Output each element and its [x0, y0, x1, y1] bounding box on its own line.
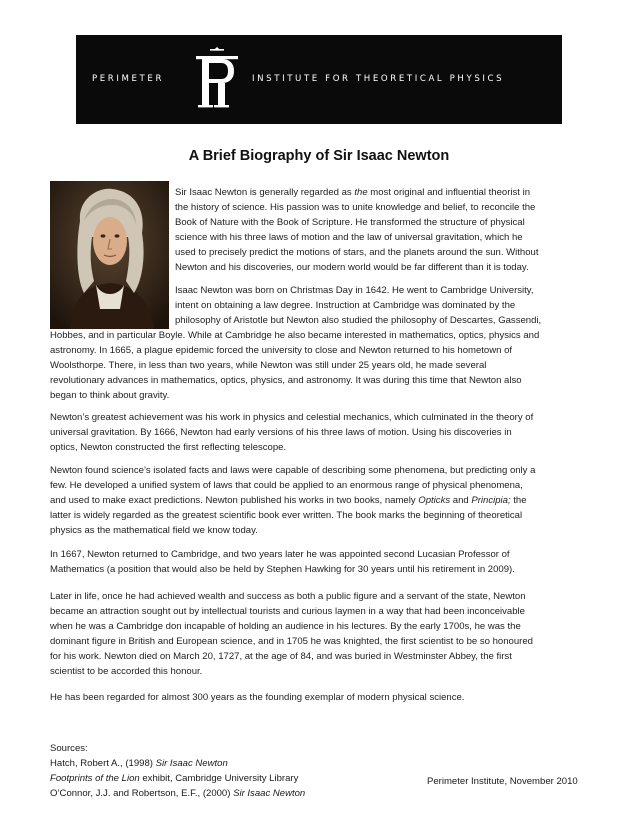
text-run: and: [450, 495, 472, 507]
paragraph-line: for his work. Newton died on March 20, 1727, at the age of 84, and was buried in Westminster Abbey, the first: [50, 651, 512, 663]
paragraph-line: Isaac Newton was born on Christmas Day in 1642. He went to Cambridge University,: [175, 285, 534, 296]
paragraph-achievements: [50, 410, 533, 455]
text-run: Hatch, Robert A., (1998): [50, 758, 156, 770]
paragraph-line: Newton found science’s isolated facts and laws were capable of describing some phenomena, but predicting only a: [50, 465, 536, 476]
text-run: the: [510, 495, 527, 507]
footer-note: Perimeter Institute, November 2010: [427, 776, 578, 787]
source-item: [50, 771, 305, 786]
paragraph-line: used to precisely predict the motions of stars, and the planets around the sun. Without: [175, 247, 539, 259]
source-item: [50, 756, 305, 771]
paragraph-line: He has been regarded for almost 300 years as the founding exemplar of modern physical science.: [50, 692, 465, 703]
header-perimeter-text: PERIMETER: [92, 74, 165, 84]
paragraph-line: latter is widely regarded as the greatest scientific book ever written. The book marks the beginning of theoretical: [50, 510, 523, 522]
paragraph-line: Book of Nature with the Book of Scripture. He transformed the structure of physical: [175, 217, 525, 229]
paragraph-line: Woolsthorpe. There, in less than two years, while Newton was still under 25 years old, he made several: [50, 360, 487, 372]
paragraph-line: intent on obtaining a law degree. Instruction at Cambridge was dominated by the: [175, 300, 516, 312]
paragraph-line: revolutionary advances in mathematics, optics, physics, and astronomy. It was during this time that Newton also: [50, 375, 522, 387]
paragraph-line: began to think about gravity.: [50, 390, 170, 402]
paragraph-line: the history of science. His passion was to unite knowledge and belief, to reconcile the: [175, 202, 536, 214]
source-item: [50, 786, 305, 801]
text-run: exhibit, Cambridge University Library: [139, 773, 299, 785]
isaac-newton-portrait: [50, 181, 169, 329]
header-banner: [76, 35, 562, 124]
sources-heading: Sources:: [50, 743, 88, 754]
paragraph-unified-laws: [50, 463, 535, 538]
paragraph-line: philosophy of Aristotle but Newton also studied the philosophy of Descartes, Gassendi,: [175, 315, 542, 327]
pi-logo-icon: [192, 47, 242, 113]
page-title: A Brief Biography of Sir Isaac Newton: [188, 148, 450, 164]
paragraph-line: dominant figure in British and European science, and in 1705 he was knighted, the first scientist to be so honoured: [50, 636, 533, 648]
paragraph-line: when he was a Cambridge don incapable of holding an audience in his lectures. By the early 1700s, he was the: [50, 621, 521, 633]
paragraph-line: [50, 493, 535, 508]
text-run: most original and influential theorist in: [367, 187, 531, 198]
paragraph-line: [175, 185, 539, 200]
paragraph-line: Hobbes, and in particular Boyle. While at Cambridge he also became interested in mathematics, optics, physics and: [50, 330, 540, 341]
paragraph-line: Mathematics (a position that would also be held by Stephen Hawking for 30 years until his retirement in 2009).: [50, 564, 515, 576]
paragraph-line: physics as the mathematical field we know today.: [50, 525, 258, 537]
sources-list: [50, 741, 305, 801]
paragraph-line: universal gravitation. By 1666, Newton had early versions of his three laws of motion. Using his discoveries in: [50, 427, 512, 439]
text-run: and used to make exact predictions. Newton published his works in two books, namely: [50, 495, 419, 507]
paragraph-lucasian: [50, 547, 515, 577]
italic-run: Sir Isaac Newton: [155, 758, 228, 770]
header-institute-text: INSTITUTE FOR THEORETICAL PHYSICS: [252, 74, 505, 84]
paragraph-later-life: [50, 589, 533, 680]
paragraph-legacy: [50, 690, 464, 705]
paragraph-line: astronomy. In 1665, a plague epidemic forced the university to close and Newton returned to his hometown of: [50, 345, 513, 357]
paragraph-line: scientist to be accorded this honour.: [50, 666, 203, 678]
paragraph-early-life-wrapped: [175, 283, 541, 328]
book-title-opticks: Opticks: [418, 495, 451, 507]
paragraph-line: Newton’s greatest achievement was his work in physics and celestial mechanics, which culminated in the theory of: [50, 412, 534, 423]
paragraph-line: In 1667, Newton returned to Cambridge, and two years later he was appointed second Lucasian Professor of: [50, 549, 510, 560]
paragraph-line: became an attraction sought out by intellectual tourists and curious laymen in a way that had been inconceivable: [50, 606, 525, 618]
paragraph-line: science with his three laws of motion and the law of universal gravitation, which he: [175, 232, 523, 244]
paragraph-line: few. He developed a unified system of laws that could be applied to an enormous range of physical phenomena,: [50, 480, 523, 492]
italic-run: Footprints of the Lion: [50, 773, 140, 785]
paragraph-line: optics, Newton constructed the first reflecting telescope.: [50, 442, 287, 454]
paragraph-early-life: [50, 328, 539, 403]
italic-run: the: [354, 187, 368, 198]
paragraph-line: Newton and his discoveries, our modern world would be far different than it is today.: [175, 262, 529, 274]
text-run: Sir Isaac Newton is generally regarded as: [175, 187, 355, 198]
paragraph-intro: [175, 185, 539, 276]
book-title-principia: Principia;: [471, 495, 511, 507]
italic-run: Sir Isaac Newton: [233, 788, 306, 800]
text-run: O’Connor, J.J. and Robertson, E.F., (2000): [50, 788, 234, 800]
paragraph-line: Later in life, once he had achieved wealth and success as both a public figure and a servant of the state, Newton: [50, 591, 526, 602]
